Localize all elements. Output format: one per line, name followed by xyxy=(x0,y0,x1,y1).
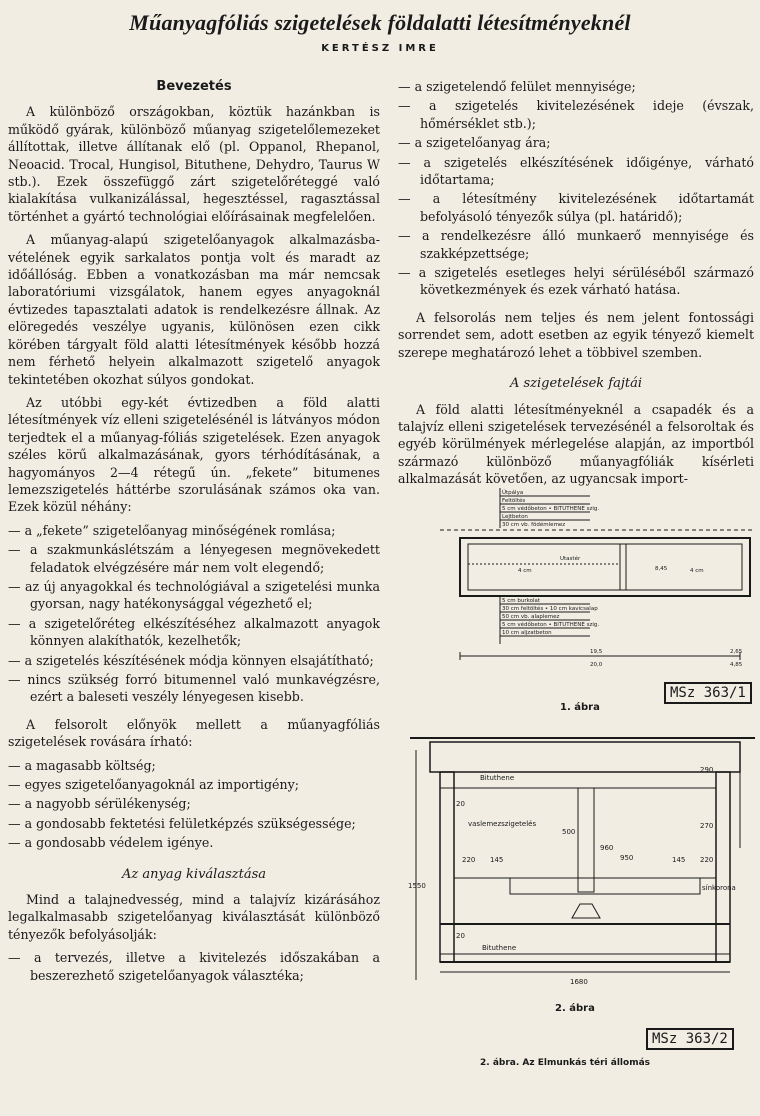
figure-1-caption: 1. ábra xyxy=(560,702,600,713)
fig2-label: 220 xyxy=(700,856,714,864)
list-item: — a szigetelés esetleges helyi sérüléséből származó következmények és ezek várható hatása. xyxy=(398,264,754,299)
fig2-label: 500 xyxy=(562,828,576,836)
article-title: Műanyagfóliás szigetelések földalatti létesítményeknél xyxy=(129,10,631,35)
list-item: — a szigetelés kivitelezésének ideje (évszak, hőmérséklet stb.); xyxy=(398,97,754,132)
list-item: — a szigetelés elkészítésének időigénye, várható időtartama; xyxy=(398,154,754,189)
list-item: — a létesítmény kivitelezésének időtartamát befolyásoló tényezők súlya (pl. határidő); xyxy=(398,190,754,225)
list-item: — a szigetelőanyag ára; xyxy=(398,134,754,151)
fig2-label: 20 xyxy=(456,800,465,808)
fig1-label: 50 cm vb. alaplemez xyxy=(502,614,560,620)
fig1-label: 5 cm védőbeton • BITUTHENE szig. xyxy=(502,506,600,512)
fig2-label: 20 xyxy=(456,932,465,940)
fig2-label: 145 xyxy=(490,856,504,864)
right-column xyxy=(398,78,754,494)
fig2-label: 1680 xyxy=(570,978,588,986)
fig2-label: 220 xyxy=(462,856,476,864)
section-heading-material: Az anyag kiválasztása xyxy=(122,866,266,882)
paragraph: A felsorolt előnyök mellett a műanyagfóliás szigetelések rovására írható: xyxy=(8,716,380,750)
list-item: — a gondosabb fektetési felületképzés szükségessége; xyxy=(8,815,380,832)
fig1-label: 19,5 xyxy=(590,649,603,655)
fig1-label: 4 cm xyxy=(518,568,532,574)
paragraph: Az utóbbi egy-két évtizedben a föld alatti létesítmények víz elleni szigetelésénél is látványos módon terjedtek el a műanyag-fóliás szigetelések. Ezen anyagok széles körű alkalmazásának, gyors térhódításának, a hagyományos 2—4 rétegű ún. „fekete” bitumenes lemezszigetelés háttérbe szorulásának számos oka van. Ezek közül néhány: xyxy=(8,394,380,515)
paragraph: A felsorolás nem teljes és nem jelent fontossági sorrendet sem, adott esetben az egyik tényező kiemelt szerepe meghatározó lehet a többivel szemben. xyxy=(398,309,754,360)
fig1-label: 4 cm xyxy=(690,568,704,574)
list-factors xyxy=(8,949,380,984)
fig2-label: 950 xyxy=(620,854,634,862)
section-heading-types: A szigetelések fajtái xyxy=(509,376,643,392)
paragraph: A föld alatti létesítményeknél a csapadék és a talajvíz elleni szigetelések tervezésénél a felsoroltak és egyéb körülmények mérlegelése alapján, az importból származó különböző műanyagfóliák kísérleti alkalmazását követően, az ugyancsak import- xyxy=(398,401,754,487)
fig1-label: Feltöltés xyxy=(502,498,526,504)
figure-1-cross-section xyxy=(440,488,752,688)
figure-2-subcaption: 2. ábra. Az Elmunkás téri állomás xyxy=(480,1058,651,1068)
list-item: — a szigetelendő felület mennyisége; xyxy=(398,78,754,95)
fig1-label: 30 cm feltöltés • 10 cm kavicsalap xyxy=(502,606,598,612)
paragraph: Mind a talajnedvesség, mind a talajvíz kizárásához legalkalmasabb szigetelőanyag kiválasztását különböző tényezők befolyásolják: xyxy=(8,892,380,942)
fig2-label: 270 xyxy=(700,822,714,830)
list-item: — a rendelkezésre álló munkaerő mennyisége és szakképzettsége; xyxy=(398,227,754,262)
paragraph: A műanyag-alapú szigetelőanyagok alkalmazásba-vételének egyik sarkalatos pontja volt és maradt az időállóság. Ebben a vonatkozásban ma már nemcsak laboratóriumi vizsgálatok, hanem egyes anyagoknál évtizedes tapasztalati adatok is rendelkezésre állnak. Az elöregedés veszélye ugyanis, különösen ezen cikk körében tárgyalt föld alatti létesítmények később hozzá nem férhető helyein alkalmazott szigetelő anyagok tekintetében okozhat súlyos gondokat. xyxy=(8,232,380,387)
fig1-label: 10 cm aljzatbeton xyxy=(502,630,552,636)
figure-2-caption: 2. ábra xyxy=(555,1003,595,1014)
fig2-label: 960 xyxy=(600,844,614,852)
fig1-label: 5 cm burkolat xyxy=(502,598,541,604)
left-column xyxy=(8,78,380,994)
fig1-label: 2,65 xyxy=(730,649,743,655)
fig1-label: Lejtbeton xyxy=(502,514,528,520)
list-item: — a magasabb költség; xyxy=(8,757,380,774)
figure-1-stamp: MSz 363/1 xyxy=(664,682,752,704)
fig1-label: Utastér xyxy=(560,556,581,562)
list-item: — a „fekete” szigetelőanyag minőségének romlása; xyxy=(8,522,380,539)
fig1-label: 5 cm védőbeton • BITUTHENE szig. xyxy=(502,622,600,628)
fig2-label: Bituthene xyxy=(480,774,515,782)
author: KERTÉSZ IMRE xyxy=(321,43,439,54)
list-item: — a szigetelőréteg elkészítéséhez alkalmazott anyagok könnyen alakíthatók, kezelhetők; xyxy=(8,615,380,650)
fig2-label: 1550 xyxy=(408,882,426,890)
list-item: — a szigetelés készítésének módja könnyen elsajátítható; xyxy=(8,652,380,669)
list-item: — a tervezés, illetve a kivitelezés időszakában a beszerezhető szigetelőanyagok választéka; xyxy=(8,949,380,984)
fig1-label: 30 cm vb. födémlemez xyxy=(502,522,566,528)
list-item: — nincs szükség forró bitumennel való munkavégzésre, ezért a baleseti veszély lényegesen kisebb. xyxy=(8,671,380,706)
fig2-label: sínkorona xyxy=(702,884,736,892)
section-heading-intro: Bevezetés xyxy=(156,79,232,94)
list-item: — a nagyobb sérülékenység; xyxy=(8,795,380,812)
list-item: — a szakmunkáslétszám a lényegesen megnövekedett feladatok elvégzésére már nem volt elegendő; xyxy=(8,541,380,576)
fig2-label: 290 xyxy=(700,766,714,774)
list-reasons xyxy=(8,522,380,706)
list-item: — az új anyagokkal és technológiával a szigetelési munka gyorsan, nagy hatékonysággal végezhető el; xyxy=(8,578,380,613)
list-drawbacks xyxy=(8,757,380,852)
fig2-label: vaslemezszigetelés xyxy=(468,820,537,828)
figure-2-stamp: MSz 363/2 xyxy=(646,1028,734,1050)
fig2-label: Bituthene xyxy=(482,944,517,952)
fig1-label: Útpálya xyxy=(502,490,524,496)
fig1-label: 8,45 xyxy=(655,566,668,572)
fig1-label: 4,85 xyxy=(730,662,743,668)
list-item: — a gondosabb védelem igénye. xyxy=(8,834,380,851)
list-item: — egyes szigetelőanyagoknál az importigény; xyxy=(8,776,380,793)
fig2-label: 145 xyxy=(672,856,686,864)
figure-2-station-section xyxy=(410,728,755,990)
list-factors-continued xyxy=(398,78,754,299)
fig1-label: 20,0 xyxy=(590,662,603,668)
paragraph: A különböző országokban, köztük hazánkban is működő gyárak, különböző műanyag szigetelőlemezeket állítottak, illetve állítanak elő (pl. Oppanol, Rhepanol, Neoacid. Trocal, Hungisol, Bituthene, Dehydro, Taurus W stb.). Ezek összefüggő zárt szigetelőréteggé való kialakítása vulkanizálással, hegesztéssel, ragasztással történhet a gyártó technológiai előírásainak megfelelően. xyxy=(8,104,380,224)
